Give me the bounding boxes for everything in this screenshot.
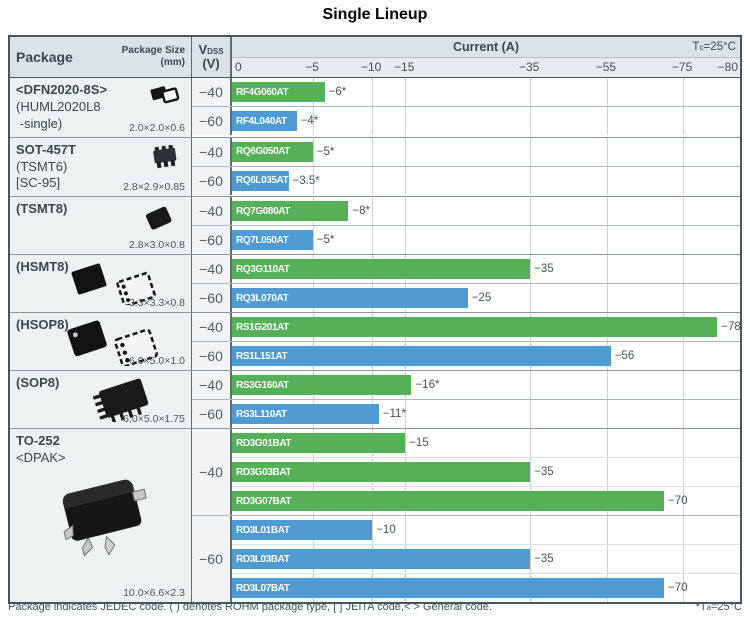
package-group xyxy=(10,78,740,138)
vdss-section xyxy=(192,371,740,400)
current-value: −35 xyxy=(534,553,554,566)
package-size: 2.0×2.0×0.6 xyxy=(128,121,185,134)
package-size: 6.0×5.0×1.0 xyxy=(128,355,185,368)
package-size: 3.3×3.3×0.8 xyxy=(128,297,185,310)
package-name: (HUML2020L8 xyxy=(16,98,101,114)
current-value: −8* xyxy=(352,205,371,218)
vdss-section xyxy=(192,313,740,342)
package-size: 2.8×2.9×0.85 xyxy=(123,181,185,194)
current-value: −70 xyxy=(668,582,688,595)
package-name: SOT-457T xyxy=(16,141,76,157)
package-group xyxy=(10,255,740,313)
vdss-value: −40 xyxy=(192,138,232,166)
bars-area xyxy=(232,400,740,428)
package-group-rows xyxy=(192,313,740,370)
header-size-line1: Package Size xyxy=(121,45,185,56)
current-bar xyxy=(232,171,289,191)
header-vdss-unit: (V) xyxy=(202,56,220,71)
bar-row xyxy=(232,107,740,135)
header-package-label: Package xyxy=(16,49,73,65)
current-axis-header xyxy=(232,37,740,58)
package-group-rows xyxy=(192,197,740,254)
vdss-value: −40 xyxy=(192,371,232,399)
header-chart-cell xyxy=(232,37,740,77)
bars-area xyxy=(232,107,740,135)
vdss-section xyxy=(192,429,740,516)
current-bar xyxy=(232,549,530,569)
bars-area xyxy=(232,284,740,312)
package-name: (TSMT8) xyxy=(16,201,68,217)
package-group xyxy=(10,371,740,429)
bars-area xyxy=(232,255,740,283)
current-value: −16* xyxy=(415,379,440,392)
axis-tick: −5 xyxy=(305,60,319,74)
part-number: RD3L01BAT xyxy=(236,524,290,536)
footnote xyxy=(8,601,742,613)
current-bar xyxy=(232,82,325,102)
package-name: -single) xyxy=(16,115,63,131)
current-bar xyxy=(232,433,405,453)
vdss-section xyxy=(192,226,740,254)
package-group-rows xyxy=(192,371,740,428)
current-value: −3.5* xyxy=(292,174,320,187)
bar-row xyxy=(232,313,740,341)
part-number: RS3G160AT xyxy=(236,379,289,391)
part-number: RD3G03BAT xyxy=(236,466,292,478)
current-value: −6* xyxy=(328,86,347,98)
current-bar xyxy=(232,520,372,540)
vdss-value: −40 xyxy=(192,313,232,341)
bar-row xyxy=(232,284,740,312)
vdss-value: −40 xyxy=(192,429,232,515)
part-number: RD3G01BAT xyxy=(236,437,292,449)
package-cell xyxy=(10,313,192,370)
header-vdss-symbol: VDSS xyxy=(198,41,224,57)
vdss-value: −60 xyxy=(192,167,232,195)
vdss-value: −60 xyxy=(192,516,232,602)
vdss-section xyxy=(192,107,740,135)
package-name: (SOP8) xyxy=(16,375,60,391)
vdss-section xyxy=(192,255,740,284)
bar-row xyxy=(232,487,740,515)
vdss-section xyxy=(192,138,740,167)
part-number: RQ6L035AT xyxy=(236,175,289,187)
axis-tick: −10 xyxy=(361,60,382,74)
current-bar xyxy=(232,201,348,221)
package-cell xyxy=(10,255,192,312)
bar-row xyxy=(232,78,740,106)
table-header xyxy=(10,37,740,78)
package-size: 10.0×6.6×2.3 xyxy=(123,587,185,600)
bars-area xyxy=(232,167,740,195)
part-number: RD3G07BAT xyxy=(236,495,292,507)
current-bar xyxy=(232,491,664,511)
footnote-ta-condition: *Ta=25°C xyxy=(695,601,742,613)
package-cell xyxy=(10,429,192,602)
part-number: RS1L151AT xyxy=(236,350,288,362)
vdss-value: −40 xyxy=(192,78,232,106)
header-size-unit: (mm) xyxy=(160,57,185,68)
package-cell xyxy=(10,78,192,137)
current-value: −70 xyxy=(668,495,688,508)
package-group-rows xyxy=(192,138,740,197)
vdss-section xyxy=(192,342,740,370)
axis-tick: −55 xyxy=(595,60,617,74)
part-number: RS1G201AT xyxy=(236,321,289,333)
axis-tick: −80 xyxy=(717,60,738,74)
bar-row xyxy=(232,458,740,487)
current-bar xyxy=(232,404,379,424)
current-bar xyxy=(232,288,468,308)
current-value: −78 xyxy=(721,321,741,334)
package-name: (TSMT6) xyxy=(16,158,68,174)
table-body xyxy=(10,78,740,602)
vdss-value: −40 xyxy=(192,197,232,225)
bars-area xyxy=(232,429,740,515)
current-bar xyxy=(232,230,313,250)
current-bar xyxy=(232,142,313,162)
package-size: 6.0×5.0×1.75 xyxy=(123,413,185,426)
vdss-value: −40 xyxy=(192,255,232,283)
tc-condition-label: Tc=25°C xyxy=(692,41,736,53)
current-value: −11* xyxy=(382,408,406,421)
current-bar xyxy=(232,259,530,279)
package-name: [SC-95] xyxy=(16,175,61,191)
current-value: −4* xyxy=(300,115,319,127)
package-name: TO-252 xyxy=(16,433,60,449)
part-number: RS3L110AT xyxy=(236,408,287,420)
package-group-rows xyxy=(192,429,740,602)
package-cell xyxy=(10,197,192,254)
bars-area xyxy=(232,197,740,225)
package-group xyxy=(10,313,740,371)
current-value: −25 xyxy=(471,292,492,305)
tsmt8-icon xyxy=(139,204,177,234)
part-number: RQ3G110AT xyxy=(236,263,290,275)
current-value: −5* xyxy=(316,145,335,158)
current-bar xyxy=(232,578,664,598)
current-bar xyxy=(232,462,530,482)
vdss-value: −60 xyxy=(192,400,232,428)
header-package-size-label xyxy=(122,45,185,69)
current-value: −35 xyxy=(534,466,554,479)
current-bar xyxy=(232,317,717,337)
vdss-value: −60 xyxy=(192,342,232,370)
bars-area xyxy=(232,516,740,602)
part-number: RD3L07BAT xyxy=(236,582,290,594)
axis-tick: 0 xyxy=(235,60,242,74)
bar-row xyxy=(232,429,740,458)
vdss-value: −60 xyxy=(192,107,232,135)
dfn2020-icon xyxy=(147,82,185,108)
current-value: −5* xyxy=(316,234,335,247)
package-name: <DPAK> xyxy=(16,450,66,466)
package-group-rows xyxy=(192,78,740,137)
page-title: Single Lineup xyxy=(322,6,428,23)
vdss-section xyxy=(192,516,740,602)
part-number: RQ6G050AT xyxy=(236,146,291,158)
part-number: RD3L03BAT xyxy=(236,553,290,565)
bars-area xyxy=(232,226,740,254)
part-number: RQ7G080AT xyxy=(236,205,291,217)
bar-row xyxy=(232,516,740,545)
bar-row xyxy=(232,255,740,283)
package-cell xyxy=(10,138,192,197)
vdss-section xyxy=(192,78,740,107)
current-bar xyxy=(232,111,297,131)
header-vdss-cell xyxy=(192,37,232,77)
package-group xyxy=(10,429,740,602)
footnote-codes: Package indicates JEDEC code. ( ) denotes ROHM package type, [ ] JEITA code,< > General code. xyxy=(8,601,493,613)
package-name: (HSMT8) xyxy=(16,259,69,275)
bar-row xyxy=(232,371,740,399)
sot457-icon xyxy=(147,143,183,171)
current-axis-title: Current (A) xyxy=(453,40,519,54)
lineup-table xyxy=(8,35,742,604)
bar-row xyxy=(232,400,740,428)
axis-tick: −75 xyxy=(671,60,693,74)
header-package-cell xyxy=(10,37,192,77)
bar-row xyxy=(232,342,740,370)
bars-area xyxy=(232,138,740,166)
bar-row xyxy=(232,574,740,602)
current-value: −35 xyxy=(534,263,554,276)
bar-row xyxy=(232,167,740,195)
package-size: 2.8×3.0×0.8 xyxy=(128,239,185,252)
bars-area xyxy=(232,78,740,106)
package-name: <DFN2020-8S> xyxy=(16,82,108,97)
vdss-value: −60 xyxy=(192,226,232,254)
part-number: RF4G060AT xyxy=(236,86,289,98)
bar-row xyxy=(232,545,740,574)
bars-area xyxy=(232,371,740,399)
to252-icon xyxy=(36,459,160,563)
bar-row xyxy=(232,226,740,254)
vdss-section xyxy=(192,167,740,195)
vdss-section xyxy=(192,400,740,428)
package-group xyxy=(10,138,740,198)
axis-tick-row xyxy=(232,58,740,77)
current-bar xyxy=(232,346,611,366)
axis-tick: −35 xyxy=(518,60,540,74)
package-name: (HSOP8) xyxy=(16,317,69,333)
axis-tick: −15 xyxy=(394,60,415,74)
bars-area xyxy=(232,342,740,370)
bars-area xyxy=(232,313,740,341)
current-value: −15 xyxy=(409,437,429,450)
current-value: −10 xyxy=(376,524,396,537)
vdss-section xyxy=(192,197,740,226)
bar-row xyxy=(232,138,740,166)
package-group xyxy=(10,197,740,255)
vdss-section xyxy=(192,284,740,312)
package-cell xyxy=(10,371,192,428)
vdss-value: −60 xyxy=(192,284,232,312)
current-bar xyxy=(232,375,411,395)
current-value: −56 xyxy=(614,350,635,363)
bar-row xyxy=(232,197,740,225)
part-number: RF4L040AT xyxy=(236,115,287,127)
part-number: RQ3L070AT xyxy=(236,292,289,304)
part-number: RQ7L050AT xyxy=(236,234,289,246)
package-group-rows xyxy=(192,255,740,312)
